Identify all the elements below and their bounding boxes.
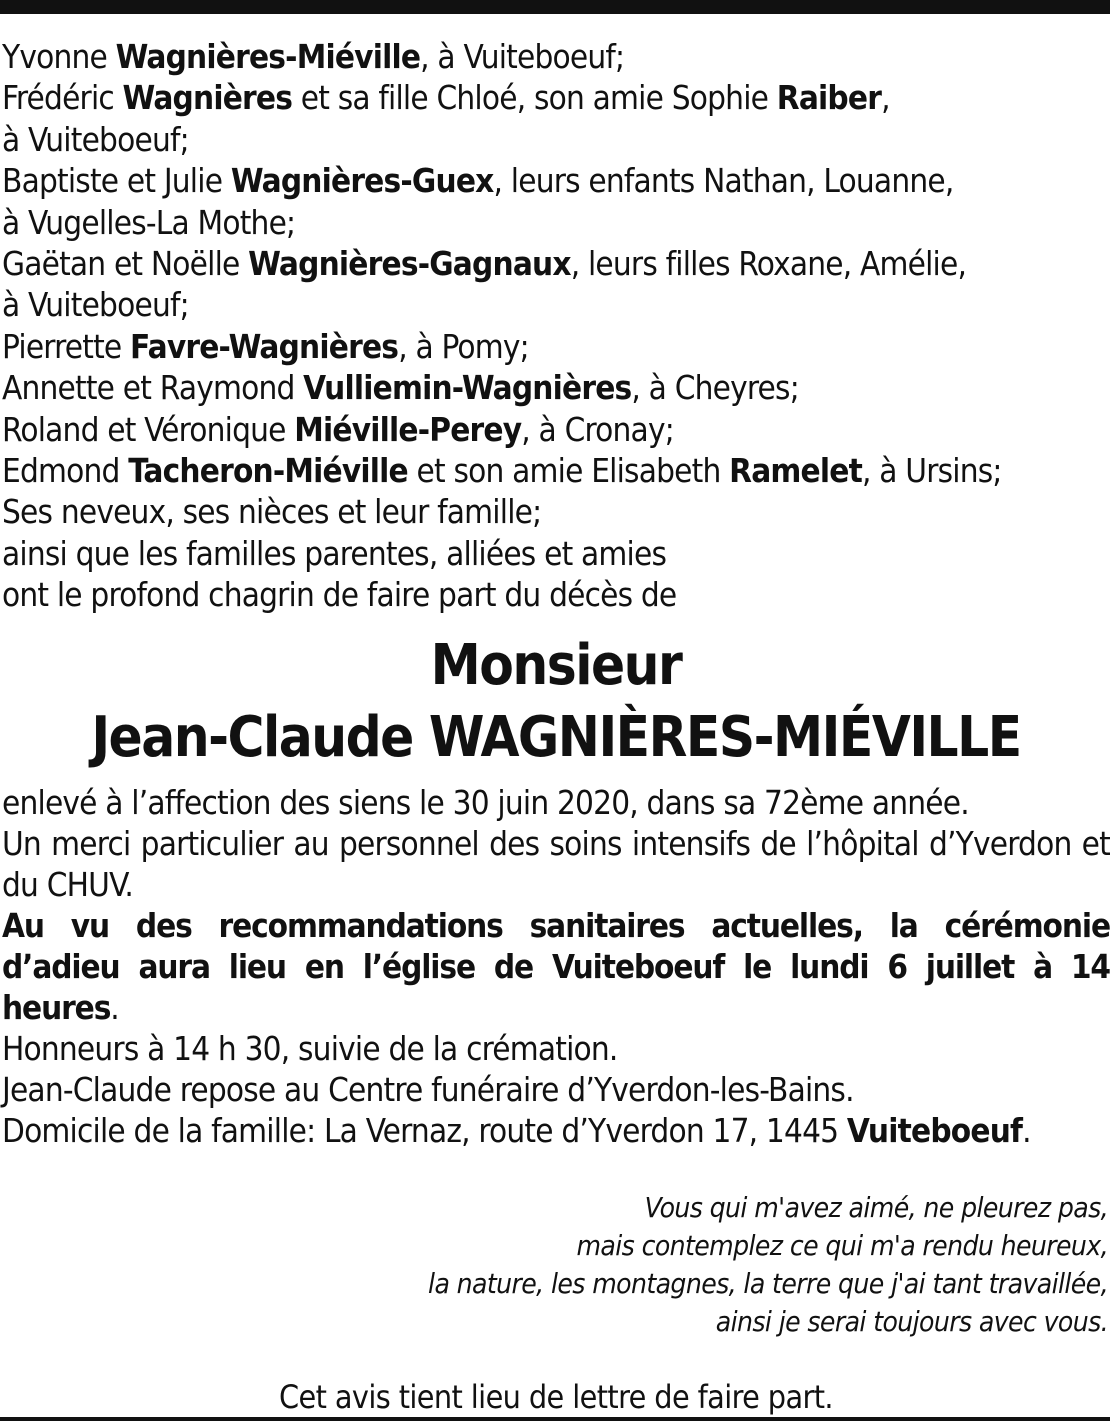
- text: à Vugelles-La Mothe;: [2, 202, 296, 242]
- passing-text: enlevé à l’affection des siens le 30 juin 2020, dans sa 72ème année.: [2, 782, 969, 822]
- family-line: [2, 202, 1110, 243]
- text: ainsi que les familles parentes, alliées et amies: [2, 533, 667, 573]
- deceased-heading: [2, 630, 1110, 774]
- ceremony-bold: Au vu des recommandations sanitaires actuelles, la cérémonie d’adieu aura lieu en l’église de Vuiteboeuf le lundi 6 juillet à 14 heures: [2, 905, 1110, 1027]
- text: à Vuiteboeuf;: [2, 119, 189, 159]
- text: et son amie Elisabeth: [407, 451, 730, 491]
- family-line: [2, 491, 1110, 532]
- family-line: [2, 409, 1110, 450]
- deceased-title: Monsieur: [430, 632, 682, 698]
- family-line: [2, 326, 1110, 367]
- family-line: [2, 77, 1110, 118]
- domicile-end: .: [1022, 1110, 1031, 1150]
- family-name: Vulliemin-Wagnières: [303, 368, 632, 408]
- text: , à Vuiteboeuf;: [420, 37, 625, 76]
- family-name: Wagnières-Miéville: [115, 37, 421, 76]
- honours-text: Honneurs à 14 h 30, suivie de la crémation.: [2, 1028, 618, 1068]
- bottom-rule: [0, 1417, 1110, 1421]
- family-list: [2, 36, 1110, 616]
- family-name: Miéville-Perey: [294, 409, 522, 449]
- text: , leurs enfants Nathan, Louanne,: [493, 161, 954, 201]
- poem-line: Vous qui m'avez aimé, ne pleurez pas,: [644, 1190, 1108, 1224]
- family-line: [2, 284, 1110, 325]
- poem-line: la nature, les montagnes, la terre que j'ai tant travaillée,: [428, 1266, 1108, 1300]
- poem-line: mais contemplez ce qui m'a rendu heureux,: [576, 1228, 1108, 1262]
- text: ,: [881, 78, 890, 118]
- ceremony-end: .: [110, 987, 119, 1027]
- text: , à Cronay;: [521, 409, 674, 449]
- text: , à Cheyres;: [631, 368, 799, 408]
- text: Pierrette: [2, 326, 131, 366]
- text: Roland et Véronique: [2, 409, 295, 449]
- family-name: Favre-Wagnières: [130, 326, 399, 366]
- family-line: [2, 574, 1110, 615]
- text: Yvonne: [2, 37, 116, 76]
- family-name: Ramelet: [729, 451, 863, 491]
- text: à Vuiteboeuf;: [2, 285, 189, 325]
- domicile-text: [2, 1110, 1110, 1151]
- top-rule: [0, 0, 1110, 14]
- family-line: [2, 367, 1110, 408]
- poem: [2, 1189, 1110, 1341]
- text: , à Ursins;: [862, 451, 1002, 491]
- obituary-notice: [2, 36, 1110, 1417]
- family-line: [2, 243, 1110, 284]
- text: ont le profond chagrin de faire part du décès de: [2, 575, 677, 615]
- rests-text: Jean-Claude repose au Centre funéraire d’Yverdon-les-Bains.: [2, 1069, 854, 1109]
- text: Ses neveux, ses nièces et leur famille;: [2, 492, 542, 532]
- text: Gaëtan et Noëlle: [2, 244, 249, 284]
- text: Annette et Raymond: [2, 368, 304, 408]
- family-name: Raiber: [776, 78, 882, 118]
- text: , à Pomy;: [398, 326, 529, 366]
- text: Frédéric: [2, 78, 123, 118]
- deceased-name: Jean-Claude WAGNIÈRES-MIÉVILLE: [91, 704, 1021, 770]
- text: , leurs filles Roxane, Amélie,: [570, 244, 967, 284]
- text: et sa fille Chloé, son amie Sophie: [292, 78, 777, 118]
- details-block: [2, 782, 1110, 1151]
- family-line: [2, 533, 1110, 574]
- domicile-town: Vuiteboeuf: [846, 1110, 1023, 1150]
- family-name: Wagnières-Guex: [230, 161, 494, 201]
- text: Baptiste et Julie: [2, 161, 231, 201]
- ceremony-text: [2, 905, 1110, 1028]
- family-line: [2, 36, 1110, 77]
- family-line: [2, 160, 1110, 201]
- footer-note: Cet avis tient lieu de lettre de faire part.: [279, 1377, 833, 1416]
- family-name: Wagnières-Gagnaux: [248, 244, 571, 284]
- family-name: Wagnières: [122, 78, 293, 118]
- thanks-text: Un merci particulier au personnel des soins intensifs de l’hôpital d’Yverdon et du CHUV.: [2, 823, 1110, 904]
- family-line: [2, 119, 1110, 160]
- family-name: Tacheron-Miéville: [128, 451, 408, 491]
- text: Edmond: [2, 451, 129, 491]
- poem-line: ainsi je serai toujours avec vous.: [715, 1304, 1108, 1338]
- domicile-address: Domicile de la famille: La Vernaz, route d’Yverdon 17, 1445: [2, 1110, 847, 1150]
- family-line: [2, 450, 1110, 491]
